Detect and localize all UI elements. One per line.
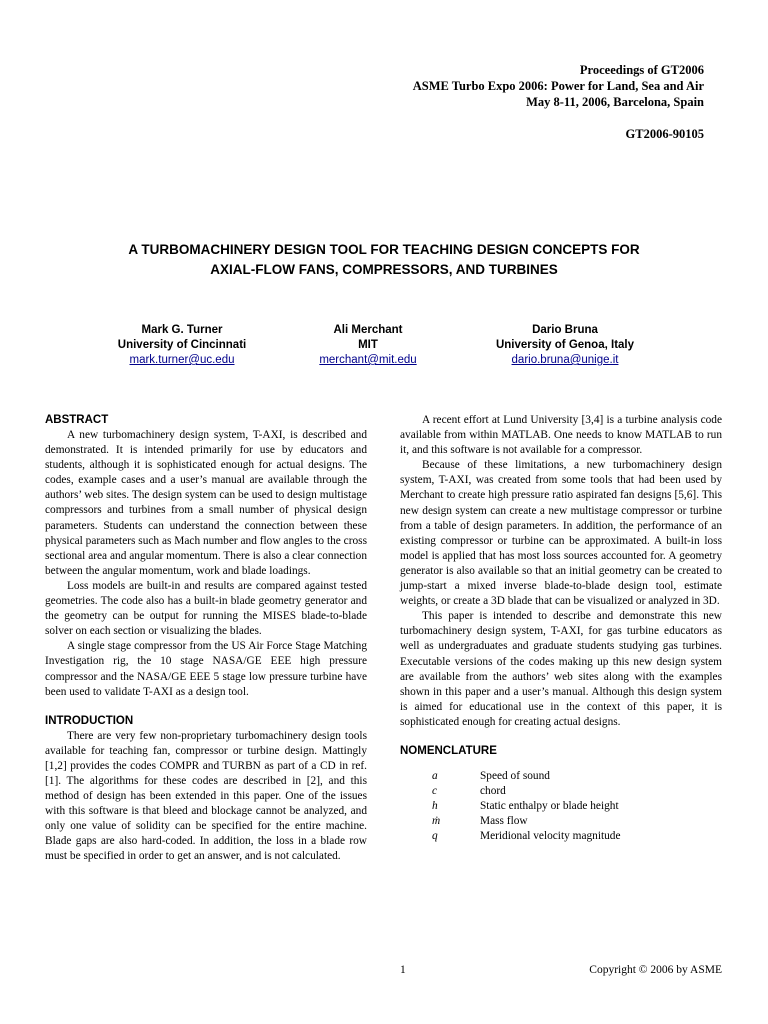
nomenclature-item [400,829,722,844]
introduction-paragraph: This paper is intended to describe and demonstrate this new turbomachinery design system, T-AXI, for gas turbine educators as well as undergraduates and graduate students studying gas turbines. Executable versions of the codes making up this new design system are available from the authors’ web sites along with the examples shown in this paper and a user’s manual. Although this design system is aimed for educational use in the context of this paper, it is sophisticated enough for creating actual designs. [400,610,722,728]
nomenclature-symbol: c [432,785,438,798]
author-affiliation: University of Cincinnati [117,339,247,351]
nomenclature-symbol: h [432,800,438,813]
author-email-link[interactable]: merchant@mit.edu [319,354,417,366]
abstract-paragraph: A new turbomachinery design system, T-AXI, is described and demonstrated. It is intended primarily for use by educators and students, although it is sophisticated enough for actual designs. The codes, example cases and a user’s manual are available through the authors’ web sites. The design system can be used to design multistage compressors and turbines from a small number of physical design parameters. Students can understand the connection between these physical parameters such as Mach number and flow angles to the cross sectional area and angular momentum. There is also a clear connection between the angular momentum, work and blade loadings. [45,429,367,577]
abstract-heading: ABSTRACT [45,414,109,426]
copyright-notice: Copyright © 2006 by ASME [589,964,722,976]
abstract-paragraph: A single stage compressor from the US Air Force Stage Matching Investigation rig, the 10 stage NASA/GE EEE high pressure compressor and the NASA/GE EEE 5 stage low pressure turbine have been used to validate T-AXI as a design tool. [45,640,367,698]
nomenclature-item [400,784,722,799]
paper-code: GT2006-90105 [625,127,704,141]
page-number: 1 [400,964,406,976]
nomenclature-definition: Static enthalpy or blade height [480,800,619,813]
nomenclature-list [400,769,722,844]
introduction-paragraph: Because of these limitations, a new turbomachinery design system, T-AXI, was created from some tools that had been used by Merchant to create high pressure ratio aspirated fan designs [5,6]. This new design system can create a new multistage compressor or turbine from a table of design parameters. In addition, the performance of an existing compressor or turbine can be approximated. A built-in loss model is applied that has most loss sources accounted for. A geometry generator is also available so that an initial geometry can be created to jump-start a mixed inverse blade-to-blade design tool, estimate weights, or create a 3D blade that can be visualized or analyzed in 3D. [400,459,722,608]
proceedings-header [204,62,704,142]
author-email-link[interactable]: dario.bruna@unige.it [511,354,619,366]
header-conference: ASME Turbo Expo 2006: Power for Land, Sea and Air [412,79,704,93]
author-name: Dario Bruna [532,324,598,336]
author-affiliation: University of Genoa, Italy [495,339,635,351]
abstract-paragraph: Loss models are built-in and results are compared against tested geometries. The code also has a built-in blade geometry generator and the geometry can be output for running the MISES blade-to-blade solver on each section or visualizing the blades. [45,579,367,638]
nomenclature-heading: NOMENCLATURE [400,744,497,757]
nomenclature-definition: chord [480,785,506,798]
nomenclature-item [400,799,722,814]
author-affiliation: MIT [358,339,378,351]
nomenclature-symbol: ṁ [432,815,441,828]
introduction-paragraph: A recent effort at Lund University [3,4] is a turbine analysis code available from within MATLAB. One needs to know MATLAB to run it, and this software is not available for a compressor. [400,414,722,457]
nomenclature-item [400,769,722,784]
right-column [400,413,722,844]
header-proceedings: Proceedings of GT2006 [579,63,704,77]
nomenclature-definition: Speed of sound [480,769,550,782]
author-email-link[interactable]: mark.turner@uc.edu [129,354,235,366]
left-column [45,413,367,865]
title-line-2: AXIAL-FLOW FANS, COMPRESSORS, AND TURBINES [210,262,558,277]
author-block [465,323,665,368]
nomenclature-symbol: a [432,769,438,782]
nomenclature-definition: Meridional velocity magnitude [480,830,621,843]
author-block [268,323,468,368]
introduction-paragraph: There are very few non-proprietary turbomachinery design tools available for teaching fan, compressor or turbine design. Mattingly [1,2] provides the codes COMPR and TURBN as part of a CD in ref. [1]. The algorithms for these codes are described in [2], and this method of design has been extended in this paper. One of the issues with this software is that bleed and blockage cannot be analyzed, and only one value of solidity can be specified for the entire machine. Blade gaps are also hard-coded. In addition, the loss in a blade row must be specified in order to get an answer, and is not calculated. [45,729,367,863]
header-date-location: May 8-11, 2006, Barcelona, Spain [526,95,704,109]
introduction-heading: INTRODUCTION [45,714,134,727]
author-name: Ali Merchant [333,324,403,336]
author-name: Mark G. Turner [141,324,223,336]
paper-title [64,240,704,280]
nomenclature-definition: Mass flow [480,815,528,828]
nomenclature-symbol: q [432,830,438,843]
author-block [82,323,282,368]
nomenclature-item [400,814,722,829]
title-line-1: A TURBOMACHINERY DESIGN TOOL FOR TEACHING DESIGN CONCEPTS FOR [128,242,640,257]
